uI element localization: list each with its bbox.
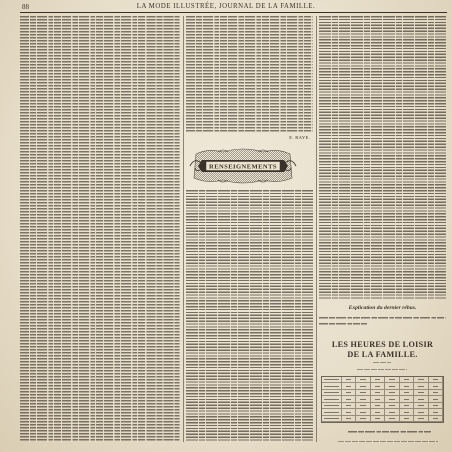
cell-mark [375,392,380,393]
cell-mark [404,418,409,419]
cell-mark [375,412,380,413]
page-number: 88 [22,3,29,11]
cell-mark [433,412,438,413]
masthead-title: LA MODE ILLUSTRÉE, JOURNAL DE LA FAMILLE. [136,3,316,10]
cell-mark [433,399,438,400]
cell-mark [433,386,438,387]
loisirs-title-line-1: LES HEURES DE LOISIR [331,340,434,349]
cell-mark [389,418,394,419]
cell-mark [360,399,365,400]
cell-mark [346,386,351,387]
cell-mark [389,412,394,413]
cell-mark [360,405,365,406]
cell-mark [404,405,409,406]
cell-mark [375,418,380,419]
cell-mark [346,399,351,400]
printer-imprint-line [338,441,438,443]
column-divider [316,16,317,442]
puzzle-grid [321,376,444,423]
cell-mark [324,386,338,387]
cell-mark [360,379,365,380]
cell-mark [389,392,394,393]
cell-mark [389,379,394,380]
cell-mark [324,399,338,400]
puzzle-grid-cell [385,416,399,422]
cell-mark [418,379,423,380]
body-text-column-2-upper [186,16,313,133]
cell-mark [324,412,338,413]
cell-mark [433,379,438,380]
puzzle-grid-cell [342,416,356,422]
puzzle-row-label [322,416,342,422]
body-text-column-1 [20,16,180,442]
cell-mark [324,405,338,406]
cell-mark [346,379,351,380]
cell-mark [418,392,423,393]
cell-mark [324,392,338,393]
cell-mark [389,399,394,400]
cell-mark [360,412,365,413]
rebus-heading: Explication du dernier rébus. [348,305,417,311]
loisirs-title-line-2: DE LA FAMILLE. [347,350,418,359]
cell-mark [433,405,438,406]
cell-mark [404,399,409,400]
renseignements-banner [188,146,298,186]
article-signature: E. RAYE. [289,135,310,140]
header-rule [20,12,447,13]
cell-mark [418,386,423,387]
cell-mark [418,405,423,406]
puzzle-grid-cell [414,416,428,422]
cell-mark [324,379,338,380]
cell-mark [418,412,423,413]
cell-mark [324,418,338,419]
puzzle-grid-cell [356,416,370,422]
cell-mark [404,412,409,413]
body-text-column-2-lower [186,190,313,442]
director-signature-line [348,431,432,433]
cell-mark [404,379,409,380]
puzzle-grid-cell [400,416,414,422]
column-divider [183,16,184,442]
cell-mark [375,386,380,387]
cell-mark [375,405,380,406]
cell-mark [404,392,409,393]
cell-mark [433,418,438,419]
loisirs-number-line [373,362,391,364]
cell-mark [360,392,365,393]
puzzle-grid-cell [371,416,385,422]
cell-mark [346,412,351,413]
cell-mark [346,405,351,406]
cell-mark [433,392,438,393]
cell-mark [375,399,380,400]
puzzle-grid-cell [429,416,443,422]
body-text-column-3 [319,16,446,300]
banner-label: RENSEIGNEMENTS [209,163,277,171]
rebus-text-line [319,317,446,319]
loisirs-subtitle-line [357,369,407,371]
cell-mark [389,386,394,387]
cell-mark [418,399,423,400]
cell-mark [346,418,351,419]
cell-mark [346,392,351,393]
cell-mark [375,379,380,380]
cell-mark [389,405,394,406]
cell-mark [404,386,409,387]
rebus-text-line [319,323,367,325]
cell-mark [360,386,365,387]
cell-mark [360,418,365,419]
cell-mark [418,418,423,419]
